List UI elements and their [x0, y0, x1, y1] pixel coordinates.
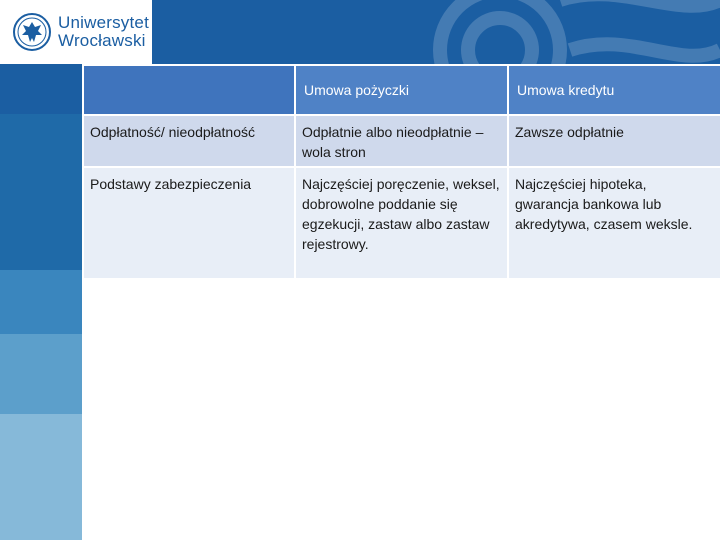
logo-line1: Uniwersytet: [58, 13, 150, 32]
side-stripe: [0, 270, 82, 334]
cell-credit: Najczęściej hipoteka, gwarancja bankowa lub akredytywa, czasem weksle.: [508, 167, 720, 279]
logo-wordmark: [58, 14, 149, 50]
row-label: Odpłatność/ nieodpłatność: [83, 115, 295, 167]
side-stripe: [0, 114, 82, 270]
table-header-row: [83, 65, 720, 115]
table-row: [83, 167, 720, 279]
side-stripe: [0, 414, 82, 540]
comparison-table: [82, 64, 720, 280]
cell-loan: Odpłatnie albo nieodpłatnie – wola stron: [295, 115, 508, 167]
header-credit: Umowa kredytu: [508, 65, 720, 115]
side-stripe: [0, 64, 82, 114]
eagle-seal-icon: [12, 12, 52, 52]
logo-line2: Wrocławski: [58, 31, 146, 50]
side-stripe: [0, 334, 82, 414]
cell-credit: Zawsze odpłatnie: [508, 115, 720, 167]
header-loan: Umowa pożyczki: [295, 65, 508, 115]
decorative-swirl-icon: [360, 0, 720, 64]
cell-loan: Najczęściej poręczenie, weksel, dobrowolne poddanie się egzekucji, zastaw albo zastaw rejestrowy.: [295, 167, 508, 279]
header-corner-cell: [83, 65, 295, 115]
university-logo: [0, 0, 152, 64]
row-label: Podstawy zabezpieczenia: [83, 167, 295, 279]
table-row: [83, 115, 720, 167]
